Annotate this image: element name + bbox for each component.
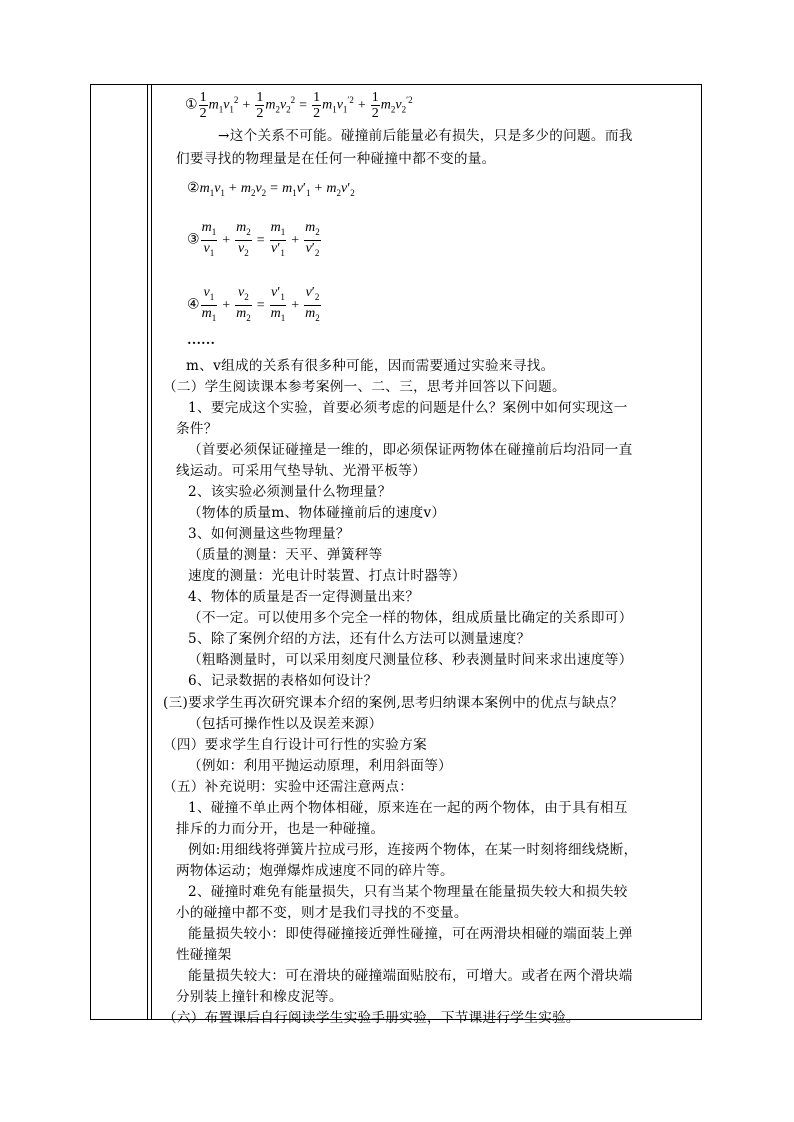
text-line: 能量损失较小：即使得碰撞接近弹性碰撞，可在两滑块相碰的端面装上弹 <box>188 926 633 942</box>
section-heading: （五）补充说明：实验中还需注意两点： <box>163 779 414 795</box>
formula-1: ① $\frac{1}{2}$ $m_1v_1^2$ + $\frac{1}{2}$ $m_2v_2^2$ = $\frac{1}{2}$ $m_1v_1^{'2}$ + $\frac{1}{2}$ $m_2v_2^{'2}$ <box>185 90 413 121</box>
text-line: 例如:用细线将弹簧片拉成弓形，连接两个物体，在某一时刻将细线烧断， <box>188 842 638 858</box>
text-line: 排斥的力而分开，也是一种碰撞。 <box>176 821 385 837</box>
text-line: 1、碰撞不单止两个物体相碰，原来连在一起的两个物体，由于具有相互 <box>188 800 628 816</box>
question: 5、除了案例介绍的方法，还有什么方法可以测量速度？ <box>188 631 531 647</box>
answer: （不一定。可以使用多个完全一样的物体，组成质量比确定的关系即可） <box>188 610 633 626</box>
question: 2、该实验必须测量什么物理量？ <box>188 484 392 500</box>
text-line: 分别装上撞针和橡皮泥等。 <box>176 989 343 1005</box>
question: 4、物体的质量是否一定得测量出来？ <box>188 589 420 605</box>
formula-2: $②m_1v_1 + m_2v_2 = m_1v'_1 + m_2v'_2$ <box>187 181 355 198</box>
column-divider <box>147 85 148 1019</box>
formula-4: ④ $\frac{v_1}{m_1}$ + $\frac{v_2}{m_2}$ = $\frac{v'_1}{m_1}$ + $\frac{v'_2}{m_2}$ <box>187 285 320 323</box>
text-line: 小的碰撞中都不变，则才是我们寻找的不变量。 <box>176 905 468 921</box>
section-heading: （四）要求学生自行设计可行性的实验方案 <box>163 737 427 753</box>
answer: （质量的测量：天平、弹簧秤等 <box>188 547 383 563</box>
text-line: （包括可操作性以及误差来源） <box>188 716 383 732</box>
section-heading: (三)要求学生再次研究课本介绍的案例,思考归纳课本案例中的优点与缺点？ <box>163 695 624 711</box>
formula-3: ③ $\frac{m_1}{v_1}$ + $\frac{m_2}{v_2}$ = $\frac{m_1}{v'_1}$ + $\frac{m_2}{v'_2}$ <box>187 220 320 258</box>
question: 1、要完成这个实验，首要必须考虑的问题是什么？案例中如何实现这一 <box>188 400 628 416</box>
text-line: m、v组成的关系有很多种可能，因而需要通过实验来寻找。 <box>186 358 555 374</box>
text-line: 能量损失较大：可在滑块的碰撞端面贴胶布，可增大。或者在两个滑块端 <box>188 968 633 984</box>
column-divider <box>151 85 152 1019</box>
ellipsis: …… <box>187 333 215 348</box>
answer: （物体的质量m、物体碰撞前后的速度v） <box>188 505 446 521</box>
text-line: 性碰撞架 <box>176 947 232 963</box>
text-line: 线运动。可采用气垫导轨、光滑平板等） <box>176 463 427 479</box>
text-line: 条件？ <box>176 421 218 437</box>
question: 6、记录数据的表格如何设计？ <box>188 673 378 689</box>
section-heading: （六）布置课后自行阅读学生实验手册实验，下节课进行学生实验。 <box>163 1010 580 1026</box>
section-heading: （二）学生阅读课本参考案例一、二、三，思考并回答以下问题。 <box>163 379 566 395</box>
text-line: 2、碰撞时难免有能量损失，只有当某个物理量在能量损失较大和损失较 <box>188 884 628 900</box>
text-line: 们要寻找的物理量是在任何一种碰撞中都不变的量。 <box>176 151 496 167</box>
answer: （粗略测量时，可以采用刻度尺测量位移、秒表测量时间来求出速度等） <box>188 652 633 668</box>
answer: 速度的测量：光电计时装置、打点计时器等） <box>188 568 466 584</box>
answer: （首要必须保证碰撞是一维的，即必须保证两物体在碰撞前后均沿同一直 <box>188 442 633 458</box>
question: 3、如何测量这些物理量？ <box>188 526 350 542</box>
text-line: →这个关系不可能。碰撞前后能量必有损失，只是多少的问题。而我 <box>218 128 633 144</box>
text-line: 两物体运动；炮弹爆炸成速度不同的碎片等。 <box>176 863 454 879</box>
text-line: （例如：利用平抛运动原理，利用斜面等） <box>188 758 452 774</box>
